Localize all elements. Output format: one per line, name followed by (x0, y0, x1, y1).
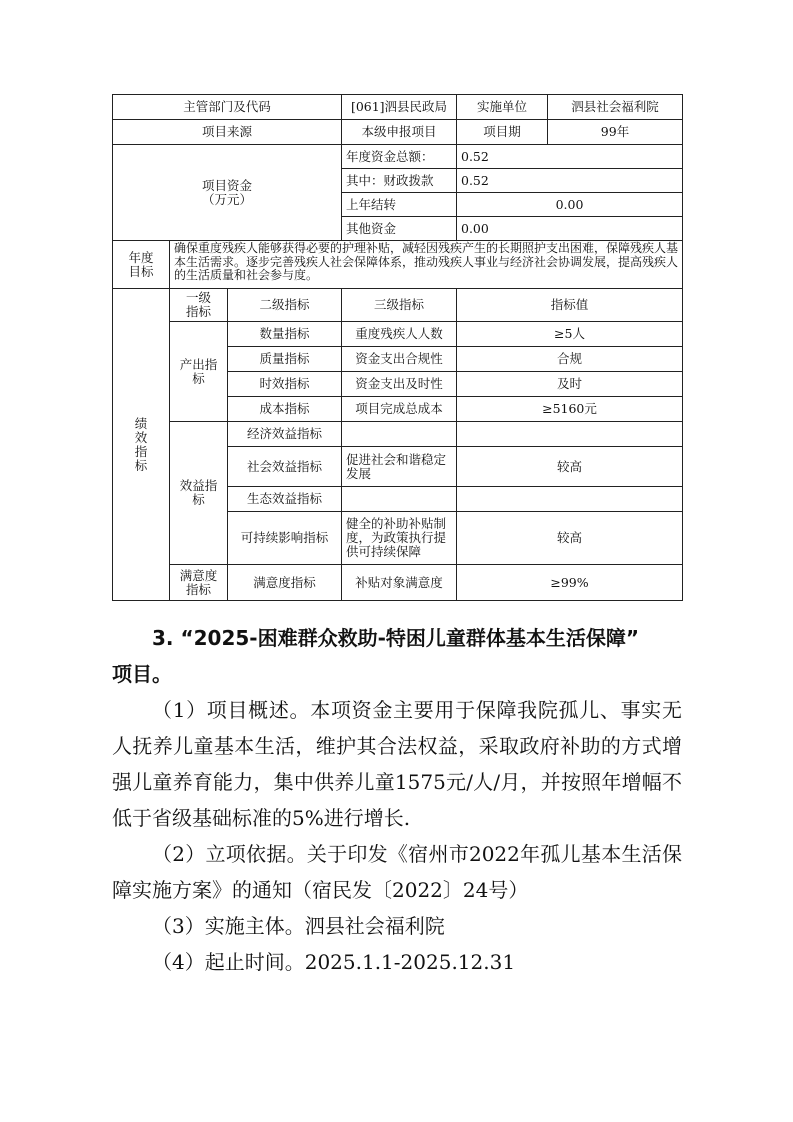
funds-row-value: 0.00 (457, 217, 683, 241)
section-body (112, 620, 682, 980)
level2-cell: 满意度指标 (228, 565, 342, 601)
section-heading-cont: 项目。 (112, 662, 172, 686)
level2-cell: 社会效益指标 (228, 447, 342, 487)
level3-cell (342, 422, 457, 447)
perf-header: 一级 指标 (170, 289, 228, 322)
source-value: 本级申报项目 (342, 120, 457, 145)
level2-cell: 经济效益指标 (228, 422, 342, 447)
level2-cell: 数量指标 (228, 322, 342, 347)
funds-row-label: 其他资金 (342, 217, 457, 241)
level2-cell: 时效指标 (228, 372, 342, 397)
funds-row-label: 上年结转 (342, 193, 457, 217)
dept-label: 主管部门及代码 (113, 95, 342, 120)
level3-cell: 项目完成总成本 (342, 397, 457, 422)
perf-header: 二级指标 (228, 289, 342, 322)
value-cell (457, 422, 683, 447)
goal-text: 确保重度残疾人能够获得必要的护理补贴，减轻因残疾产生的长期照护支出困难，保障残疾人基本生活需求。逐步完善残疾人社会保障体系，推动残疾人事业与经济社会协调发展，提高残疾人的生活质量和社会参与度。 (170, 241, 683, 289)
unit-label: 实施单位 (457, 95, 548, 120)
level2-cell: 质量指标 (228, 347, 342, 372)
level3-cell: 资金支出及时性 (342, 372, 457, 397)
dept-value: [061]泗县民政局 (342, 95, 457, 120)
satisfaction-label: 满意度 指标 (170, 565, 228, 601)
paragraph-period: （4）起止时间。2025.1.1-2025.12.31 (152, 950, 516, 974)
value-cell: 较高 (457, 447, 683, 487)
period-label: 项目期 (457, 120, 548, 145)
source-label: 项目来源 (113, 120, 342, 145)
funds-row-value: 0.52 (457, 145, 683, 169)
perf-header: 指标值 (457, 289, 683, 322)
value-cell: 及时 (457, 372, 683, 397)
level3-cell: 健全的补助补贴制 度，为政策执行提 供可持续保障 (342, 512, 457, 565)
value-cell: ≥5160元 (457, 397, 683, 422)
funds-row-label: 年度资金总额： (342, 145, 457, 169)
paragraph-basis: （2）立项依据。关于印发《宿州市2022年孤儿基本生活保障实施方案》的通知（宿民发〔2022〕24号） (112, 842, 682, 902)
value-cell: ≥99% (457, 565, 683, 601)
level3-cell: 促进社会和谐稳定 发展 (342, 447, 457, 487)
funds-row-value: 0.00 (457, 193, 683, 217)
value-cell: ≥5人 (457, 322, 683, 347)
funds-label: 项目资金 （万元） (113, 145, 342, 241)
funds-row-label: 其中：财政拨款 (342, 169, 457, 193)
level2-cell: 成本指标 (228, 397, 342, 422)
level3-cell: 重度残疾人人数 (342, 322, 457, 347)
perf-header: 三级指标 (342, 289, 457, 322)
period-value: 99年 (548, 120, 683, 145)
section-heading: 3. “2025-困难群众救助-特困儿童群体基本生活保障” (152, 626, 640, 650)
level3-cell (342, 487, 457, 512)
value-cell (457, 487, 683, 512)
perf-label: 绩 效 指 标 (113, 289, 170, 601)
paragraph-entity: （3）实施主体。泗县社会福利院 (152, 914, 445, 938)
benefit-label: 效益指 标 (170, 422, 228, 565)
level2-cell: 可持续影响指标 (228, 512, 342, 565)
value-cell: 较高 (457, 512, 683, 565)
paragraph-overview: （1）项目概述。本项资金主要用于保障我院孤儿、事实无人抚养儿童基本生活，维护其合法权益，采取政府补助的方式增强儿童养育能力，集中供养儿童1575元/人/月，并按照年增幅不低于省级基础标准的5%进行增长. (112, 698, 682, 830)
performance-table (112, 94, 683, 601)
unit-value: 泗县社会福利院 (548, 95, 683, 120)
level3-cell: 补贴对象满意度 (342, 565, 457, 601)
value-cell: 合规 (457, 347, 683, 372)
level3-cell: 资金支出合规性 (342, 347, 457, 372)
level2-cell: 生态效益指标 (228, 487, 342, 512)
funds-row-value: 0.52 (457, 169, 683, 193)
output-label: 产出指 标 (170, 322, 228, 422)
goal-label: 年度 目标 (113, 241, 170, 289)
